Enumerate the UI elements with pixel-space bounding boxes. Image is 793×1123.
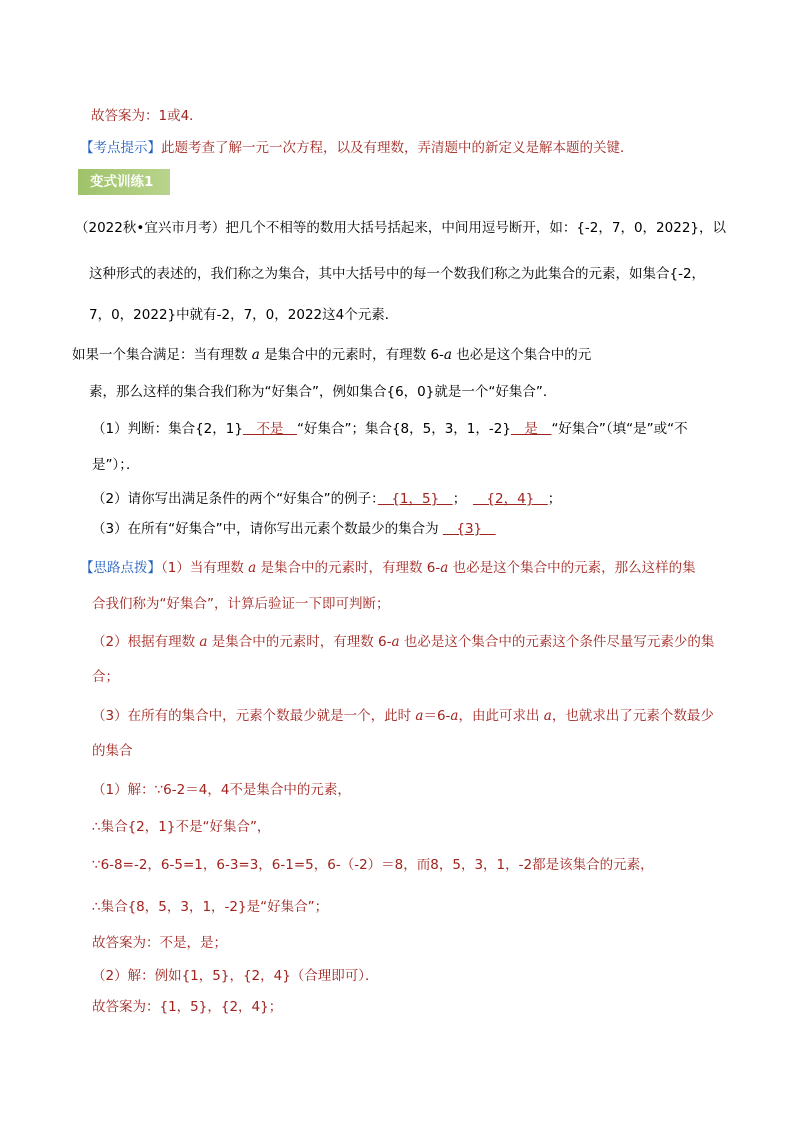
solution-line-7: 故答案为：{1，5}，{2，4}； <box>92 999 283 1015</box>
solution-line-3: ∵6-8=-2，6-5=1，6-3=3，6-1=5，6-（-2）＝8，而8，5，3，1，-2都是该集合的元素， <box>92 857 654 873</box>
hint-line-4: 合； <box>92 669 119 685</box>
tip-tag: 【考点提示】 <box>80 140 161 156</box>
question-1-cont: 是”）；． <box>92 457 140 473</box>
problem-line-4: 如果一个集合满足：当有理数 a 是集合中的元素时，有理数 6-a 也必是这个集合中的元 <box>72 347 592 363</box>
hint-line-2: 合我们称为“好集合”，计算后验证一下即可判断； <box>92 596 390 612</box>
solution-line-2: ∴集合{2，1}不是“好集合”， <box>92 819 271 835</box>
section-badge: 变式训练1 <box>78 169 170 195</box>
hint-tag: 【思路点拨】 <box>80 560 161 576</box>
solution-line-4: ∴集合{8，5，3，1，-2}是“好集合”； <box>92 899 329 915</box>
question-1: （1）判断：集合{2，1} 不是 “好集合”；集合{8，5，3，1，-2} 是 “好集合”（填“是”或“不 <box>92 421 688 437</box>
question-2: （2）请你写出满足条件的两个“好集合”的例子： {1，5} ； {2，4} ； <box>92 491 562 507</box>
answer-blank: {3} <box>442 521 496 537</box>
hint-line-5: （3）在所有的集合中，元素个数最少就是一个，此时 a＝6-a，由此可求出 a，也就求出了元素个数最少 <box>92 708 714 724</box>
problem-line-1: （2022秋•宜兴市月考）把几个不相等的数用大括号括起来，中间用逗号断开，如：{-2，7，0，2022}，以 <box>75 220 726 236</box>
problem-line-5: 素，那么这样的集合我们称为“好集合”，例如集合{6，0}就是一个“好集合”． <box>89 384 557 400</box>
solution-line-6: （2）解：例如{1，5}，{2，4}（合理即可）． <box>92 968 379 984</box>
hint-line-6: 的集合 <box>92 743 133 759</box>
answer-blank: 不是 <box>242 421 297 437</box>
variable-a: a <box>251 347 260 363</box>
hint-line-1: 【思路点拨】（1）当有理数 a 是集合中的元素时，有理数 6-a 也必是这个集合中的元素，那么这样的集 <box>80 560 696 576</box>
question-3: （3）在所有“好集合”中，请你写出元素个数最少的集合为 {3} <box>92 521 496 537</box>
answer-blank: {2，4} <box>472 491 548 507</box>
variable-a: a <box>443 347 452 363</box>
tip-text: 此题考查了解一元一次方程，以及有理数，弄清题中的新定义是解本题的关键． <box>161 140 634 156</box>
answer-blank: {1，5} <box>377 491 453 507</box>
problem-line-3: 7，0，2022}中就有-2，7，0，2022这4个元素． <box>89 307 399 323</box>
solution-line-1: （1）解：∵6-2＝4，4不是集合中的元素， <box>92 782 351 798</box>
answer-blank: 是 <box>510 421 552 437</box>
previous-answer: 故答案为：1或4． <box>91 108 203 124</box>
exam-point-tip <box>80 136 634 156</box>
problem-line-2: 这种形式的表述的，我们称之为集合，其中大括号中的每一个数我们称之为此集合的元素，如集合{-2， <box>89 266 706 282</box>
solution-line-5: 故答案为：不是，是； <box>92 935 227 951</box>
hint-line-3: （2）根据有理数 a 是集合中的元素时，有理数 6-a 也必是这个集合中的元素这个条件尽量写元素少的集 <box>92 634 715 650</box>
